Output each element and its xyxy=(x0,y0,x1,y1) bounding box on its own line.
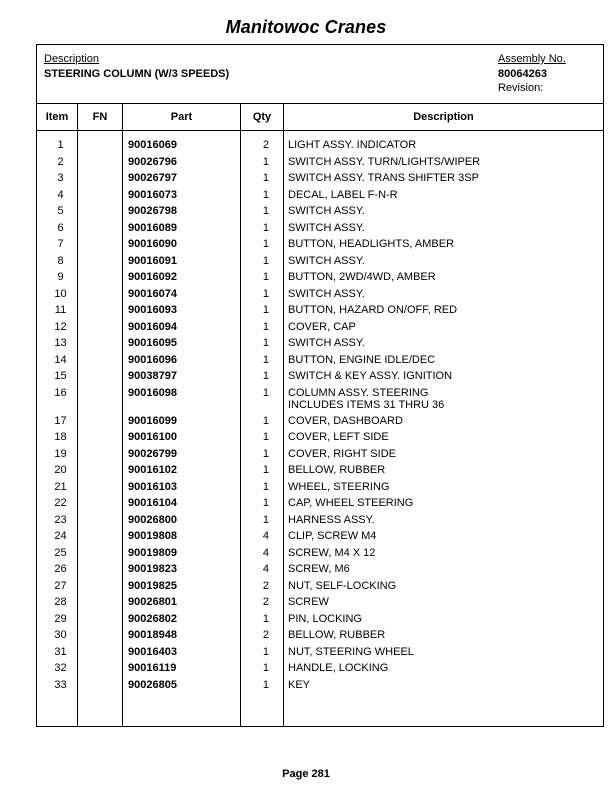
quantity: 1 xyxy=(262,497,269,509)
page-number: Page 281 xyxy=(282,768,330,780)
quantity: 1 xyxy=(262,155,269,168)
part-number: 90026802 xyxy=(128,612,177,625)
table-row xyxy=(37,546,603,563)
item-number: 29 xyxy=(54,612,67,625)
part-number: 90016090 xyxy=(128,238,177,250)
quantity: 1 xyxy=(262,221,269,234)
part-number: 90016089 xyxy=(128,221,177,234)
part-description: HANDLE, LOCKING xyxy=(288,662,389,674)
part-number: 90019809 xyxy=(128,546,177,559)
part-number: 90026797 xyxy=(128,172,177,184)
part-description: SWITCH ASSY. xyxy=(288,221,365,234)
item-number: 12 xyxy=(54,320,67,333)
table-row xyxy=(37,237,603,254)
table-row xyxy=(37,171,603,188)
table-row xyxy=(37,386,603,414)
table-row xyxy=(37,353,603,370)
item-number: 26 xyxy=(54,563,67,575)
part-description: BUTTON, HAZARD ON/OFF, RED xyxy=(288,304,458,316)
table-row xyxy=(37,447,603,464)
part-description: CAP, WHEEL STEERING xyxy=(288,497,414,509)
table-row xyxy=(37,628,603,645)
quantity: 1 xyxy=(262,414,269,427)
part-number: 90016119 xyxy=(128,662,177,674)
part-number: 90026801 xyxy=(128,596,177,608)
item-number: 33 xyxy=(54,678,67,691)
part-number: 90016403 xyxy=(128,645,177,658)
item-number: 8 xyxy=(57,254,64,267)
quantity: 1 xyxy=(262,447,269,460)
item-number: 31 xyxy=(54,645,67,658)
part-description: PIN, LOCKING xyxy=(288,612,362,625)
item-number: 16 xyxy=(54,386,67,399)
assembly-value: 80064263 xyxy=(498,68,547,80)
part-number: 90019823 xyxy=(128,563,177,575)
part-number: 90026798 xyxy=(128,205,177,217)
item-number: 30 xyxy=(54,629,67,641)
part-description: SCREW, M4 X 12 xyxy=(288,546,376,559)
col-qty-header: Qty xyxy=(252,111,272,123)
quantity: 1 xyxy=(262,304,269,316)
quantity: 1 xyxy=(262,238,269,250)
part-description: SWITCH ASSY. xyxy=(288,287,365,300)
item-number: 19 xyxy=(54,447,67,460)
part-number: 90026800 xyxy=(128,513,177,526)
item-number: 11 xyxy=(54,304,67,316)
table-row xyxy=(37,204,603,221)
table-row xyxy=(37,254,603,271)
part-description-note: INCLUDES ITEMS 31 THRU 36 xyxy=(288,398,445,411)
description-label: Description xyxy=(44,53,100,65)
table-row xyxy=(37,320,603,337)
item-number: 21 xyxy=(54,480,67,493)
part-description: NUT, SELF-LOCKING xyxy=(288,579,397,592)
part-description: WHEEL, STEERING xyxy=(288,480,390,493)
item-number: 5 xyxy=(57,205,64,217)
assembly-label: Assembly No. xyxy=(498,53,566,65)
quantity: 1 xyxy=(262,386,269,399)
item-number: 14 xyxy=(54,353,67,366)
part-number: 90026796 xyxy=(128,155,177,168)
table-row xyxy=(37,138,603,155)
quantity: 1 xyxy=(262,513,269,526)
col-description-header: Description xyxy=(413,111,474,123)
quantity: 1 xyxy=(262,271,269,283)
item-number: 27 xyxy=(54,579,67,592)
item-number: 20 xyxy=(54,464,67,476)
part-number: 90016074 xyxy=(128,287,177,300)
part-number: 90016095 xyxy=(128,337,177,349)
part-number: 90026805 xyxy=(128,678,177,691)
part-description: BUTTON, ENGINE IDLE/DEC xyxy=(288,353,436,366)
quantity: 4 xyxy=(262,530,269,542)
table-row xyxy=(37,513,603,530)
part-number: 90016098 xyxy=(128,386,177,399)
part-number: 90016096 xyxy=(128,353,177,366)
quantity: 1 xyxy=(262,320,269,333)
part-description: SWITCH ASSY. xyxy=(288,337,365,349)
part-number: 90018948 xyxy=(128,629,177,641)
part-description: KEY xyxy=(288,678,311,691)
part-number: 90016094 xyxy=(128,320,177,333)
quantity: 1 xyxy=(262,645,269,658)
table-row xyxy=(37,480,603,497)
quantity: 1 xyxy=(262,188,269,201)
parts-list-frame xyxy=(36,44,604,727)
item-number: 23 xyxy=(54,513,67,526)
table-row xyxy=(37,336,603,353)
part-description: COVER, LEFT SIDE xyxy=(288,431,389,443)
part-number: 90016092 xyxy=(128,271,177,283)
brand-title: Manitowoc Cranes xyxy=(225,17,387,37)
part-description: COVER, DASHBOARD xyxy=(288,414,403,427)
table-row xyxy=(37,529,603,546)
part-description: DECAL, LABEL F-N-R xyxy=(288,188,398,201)
revision-label: Revision: xyxy=(498,82,544,94)
part-number: 90016104 xyxy=(128,497,177,509)
quantity: 1 xyxy=(262,287,269,300)
part-number: 90019808 xyxy=(128,530,177,542)
part-description: SWITCH ASSY. TURN/LIGHTS/WIPER xyxy=(288,155,481,168)
col-part-header: Part xyxy=(170,111,193,123)
col-fn-header: FN xyxy=(92,111,108,123)
quantity: 1 xyxy=(262,254,269,267)
part-number: 90038797 xyxy=(128,370,177,382)
item-number: 9 xyxy=(57,271,64,283)
item-number: 6 xyxy=(57,221,64,234)
item-number: 17 xyxy=(54,414,67,427)
item-number: 2 xyxy=(57,155,64,168)
part-description: CLIP, SCREW M4 xyxy=(288,530,377,542)
item-number: 18 xyxy=(54,431,67,443)
table-row xyxy=(37,678,603,695)
table-row xyxy=(37,155,603,172)
part-description: SWITCH ASSY. xyxy=(288,205,365,217)
table-row xyxy=(37,287,603,304)
table-row xyxy=(37,496,603,513)
quantity: 4 xyxy=(262,546,269,559)
part-description: COVER, RIGHT SIDE xyxy=(288,447,396,460)
quantity: 1 xyxy=(262,431,269,443)
part-description: SCREW, M6 xyxy=(288,563,350,575)
table-row xyxy=(37,369,603,386)
part-number: 90019825 xyxy=(128,579,177,592)
quantity: 1 xyxy=(262,678,269,691)
quantity: 4 xyxy=(262,563,269,575)
quantity: 2 xyxy=(262,579,269,592)
item-number: 24 xyxy=(54,530,67,542)
item-number: 1 xyxy=(57,139,64,151)
table-row xyxy=(37,430,603,447)
quantity: 1 xyxy=(262,337,269,349)
description-value: STEERING COLUMN (W/3 SPEEDS) xyxy=(44,68,230,80)
table-row xyxy=(37,414,603,431)
part-number: 90016073 xyxy=(128,188,177,201)
part-description: HARNESS ASSY. xyxy=(288,513,375,526)
table-row xyxy=(37,661,603,678)
parts-table-body xyxy=(37,138,603,694)
quantity: 1 xyxy=(262,353,269,366)
quantity: 1 xyxy=(262,172,269,184)
part-description: SCREW xyxy=(288,596,329,608)
part-description: COLUMN ASSY. STEERING xyxy=(288,386,429,399)
part-description: BUTTON, HEADLIGHTS, AMBER xyxy=(288,238,455,250)
part-description: BELLOW, RUBBER xyxy=(288,464,386,476)
part-number: 90016099 xyxy=(128,414,177,427)
quantity: 1 xyxy=(262,464,269,476)
assembly-header xyxy=(37,45,603,104)
item-number: 28 xyxy=(54,596,67,608)
item-number: 15 xyxy=(54,370,67,382)
table-row xyxy=(37,463,603,480)
table-row xyxy=(37,303,603,320)
item-number: 32 xyxy=(54,662,67,674)
part-description: BELLOW, RUBBER xyxy=(288,629,386,641)
item-number: 7 xyxy=(57,238,64,250)
part-description: COVER, CAP xyxy=(288,320,356,333)
quantity: 1 xyxy=(262,662,269,674)
part-description: SWITCH ASSY. xyxy=(288,254,365,267)
part-description: NUT, STEERING WHEEL xyxy=(288,645,414,658)
quantity: 2 xyxy=(262,596,269,608)
item-number: 25 xyxy=(54,546,67,559)
table-row xyxy=(37,270,603,287)
part-number: 90016069 xyxy=(128,139,177,151)
part-number: 90026799 xyxy=(128,447,177,460)
quantity: 1 xyxy=(262,480,269,493)
quantity: 1 xyxy=(262,205,269,217)
part-description: SWITCH & KEY ASSY. IGNITION xyxy=(288,370,453,382)
item-number: 22 xyxy=(54,497,67,509)
table-row xyxy=(37,221,603,238)
table-row xyxy=(37,562,603,579)
col-item-header: Item xyxy=(45,111,69,123)
part-number: 90016100 xyxy=(128,431,177,443)
part-number: 90016103 xyxy=(128,480,177,493)
part-number: 90016093 xyxy=(128,304,177,316)
part-description: SWITCH ASSY. TRANS SHIFTER 3SP xyxy=(288,172,479,184)
table-row xyxy=(37,595,603,612)
part-number: 90016102 xyxy=(128,464,177,476)
item-number: 13 xyxy=(54,337,67,349)
quantity: 2 xyxy=(262,629,269,641)
item-number: 3 xyxy=(57,172,64,184)
item-number: 10 xyxy=(54,287,67,300)
part-description: BUTTON, 2WD/4WD, AMBER xyxy=(288,271,436,283)
item-number: 4 xyxy=(57,188,64,201)
part-number: 90016091 xyxy=(128,254,177,267)
quantity: 1 xyxy=(262,370,269,382)
quantity: 2 xyxy=(262,139,269,151)
table-row xyxy=(37,645,603,662)
part-description: LIGHT ASSY. INDICATOR xyxy=(288,139,417,151)
quantity: 1 xyxy=(262,612,269,625)
table-row xyxy=(37,188,603,205)
table-row xyxy=(37,579,603,596)
table-row xyxy=(37,612,603,629)
